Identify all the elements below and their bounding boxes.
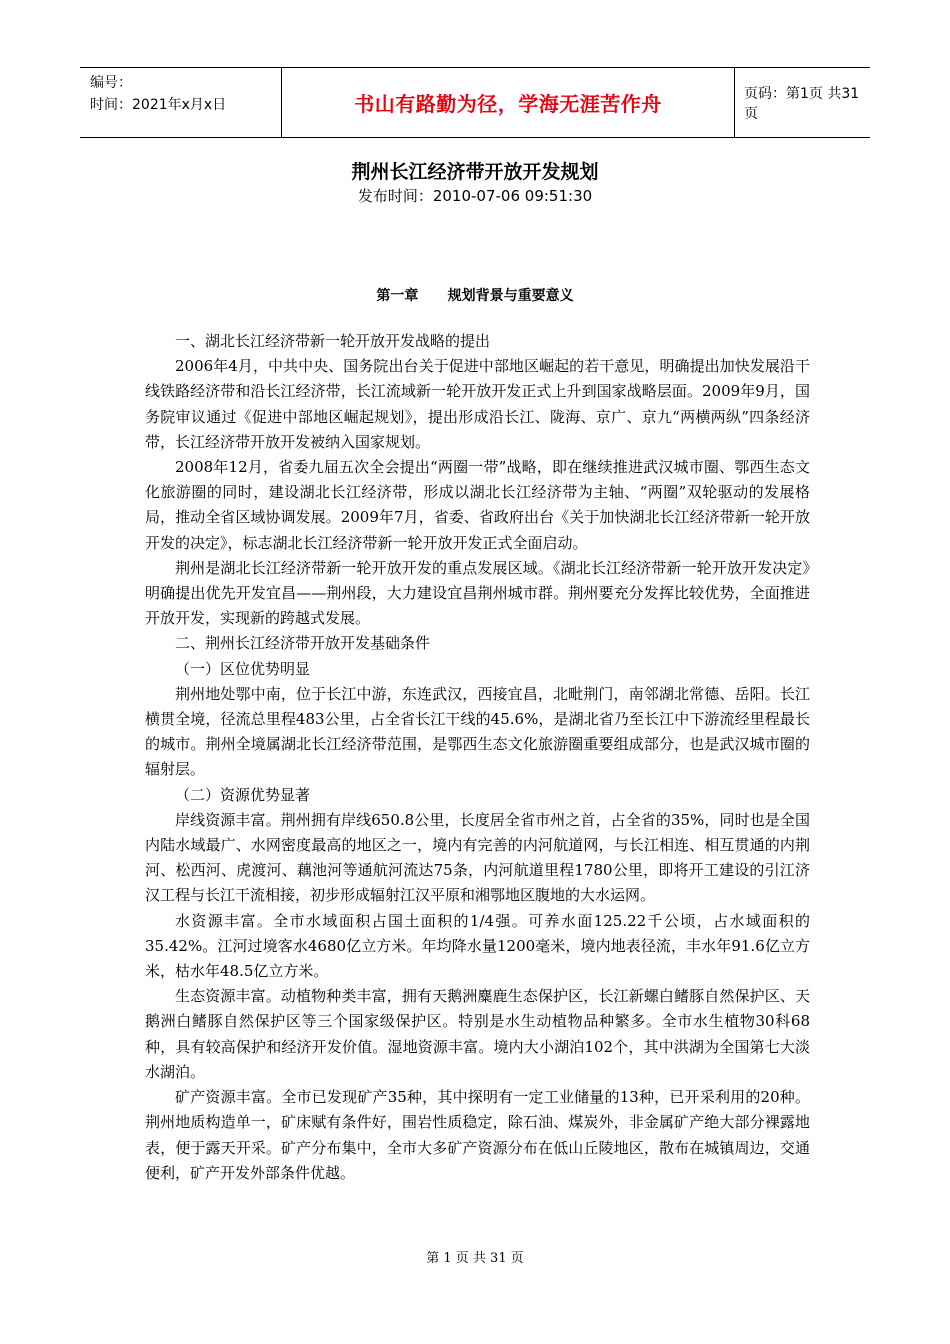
document-title: 荆州长江经济带开放开发规划 [351, 161, 599, 183]
header-meta [90, 72, 280, 116]
section-heading: 一、湖北长江经济带新一轮开放开发战略的提出 [175, 332, 491, 350]
page-footer: 第 1 页 共 31 页 [426, 1251, 524, 1266]
header-divider [734, 68, 735, 137]
document-date-label: 时间：2021年x月x日 [90, 97, 227, 113]
body-paragraph: 矿产资源丰富。全市已发现矿产35种，其中探明有一定工业储量的13种，已开采利用的20种。荆州地质构造单一，矿床赋有条件好，围岩性质稳定，除石油、煤炭外，非金属矿产绝大部分裸露地表，便于露天开采。矿产分布集中，全市大多矿产资源分布在低山丘陵地区，散布在城镇周边，交通便利，矿产开发外部条件优越。 [145, 1088, 810, 1182]
body-paragraph: 岸线资源丰富。荆州拥有岸线650.8公里，长度居全省市州之首，占全省的35%，同时也是全国内陆水域最广、水网密度最高的地区之一，境内有完善的内河航道网，与长江相连、相互贯通的内荆河、松西河、虎渡河、藕池河等通航河流达75条，内河航道里程1780公里，即将开工建设的引江济汉工程与长江干流相接，初步形成辐射江汉平原和湘鄂地区腹地的大水运网。 [145, 810, 810, 905]
subsection-heading: （二）资源优势显著 [175, 785, 311, 804]
document-body [145, 329, 810, 1186]
body-paragraph: 2008年12月，省委九届五次全会提出“两圈一带”战略，即在继续推进武汉城市圈、鄂西生态文化旅游圈的同时，建设湖北长江经济带，形成以湖北长江经济带为主轴、“两圈”双轮驱动的发展格局，推动全省区域协调发展。2009年7月，省委、省政府出台《关于加快湖北长江经济带新一轮开放开发的决定》，标志湖北长江经济带新一轮开放开发正式全面启动。 [145, 458, 810, 552]
subsection-heading: （一）区位优势明显 [175, 659, 311, 678]
body-paragraph: 水资源丰富。全市水域面积占国土面积的1/4强。可养水面125.22千公顷，占水域面积的35.42%。江河过境客水4680亿立方米。年均降水量1200毫米，境内地表径流，丰水年91.6亿立方米，枯水年48.5亿立方米。 [145, 911, 810, 981]
body-paragraph: 2006年4月，中共中央、国务院出台关于促进中部地区崛起的若干意见，明确提出加快发展沿干线铁路经济带和沿长江经济带，长江流域新一轮开放开发正式上升到国家战略层面。2009年9月，国务院审议通过《促进中部地区崛起规划》，提出形成沿长江、陇海、京广、京九“两横两纵”四条经济带，长江经济带开放开发被纳入国家规划。 [145, 357, 810, 451]
body-paragraph: 荆州地处鄂中南，位于长江中游，东连武汉，西接宜昌，北毗荆门，南邻湖北常德、岳阳。长江横贯全境，径流总里程483公里，占全省长江干线的45.6%，是湖北省乃至长江中下游流经里程最长的城市。荆州全境属湖北长江经济带范围，是鄂西生态文化旅游圈重要组成部分，也是武汉城市圈的辐射层。 [145, 684, 810, 779]
body-paragraph: 生态资源丰富。动植物种类丰富，拥有天鹅洲麋鹿生态保护区，长江新螺白鳍豚自然保护区、天鹅洲白鳍豚自然保护区等三个国家级保护区。特别是水生动植物品种繁多。全市水生植物30科68种，具有较高保护和经济开发价值。湿地资源丰富。境内大小湖泊102个，其中洪湖为全国第七大淡水湖泊。 [145, 987, 810, 1081]
page-header [80, 67, 870, 138]
document-number-label: 编号： [90, 75, 132, 91]
body-paragraph: 荆州是湖北长江经济带新一轮开放开发的重点发展区域。《湖北长江经济带新一轮开放开发决定》明确提出优先开发宜昌——荆州段，大力建设宜昌荆州城市群。荆州要充分发挥比较优势，全面推进开放开发，实现新的跨越式发展。 [145, 558, 810, 628]
publish-time: 发布时间：2010-07-06 09:51:30 [357, 187, 593, 205]
section-heading: 二、荆州长江经济带开放开发基础条件 [175, 634, 431, 653]
header-page-info: 页码：第1页 共31页 [744, 85, 860, 122]
header-motto: 书山有路勤为径，学海无涯苦作舟 [354, 92, 662, 116]
chapter-heading: 第一章 规划背景与重要意义 [376, 288, 574, 304]
